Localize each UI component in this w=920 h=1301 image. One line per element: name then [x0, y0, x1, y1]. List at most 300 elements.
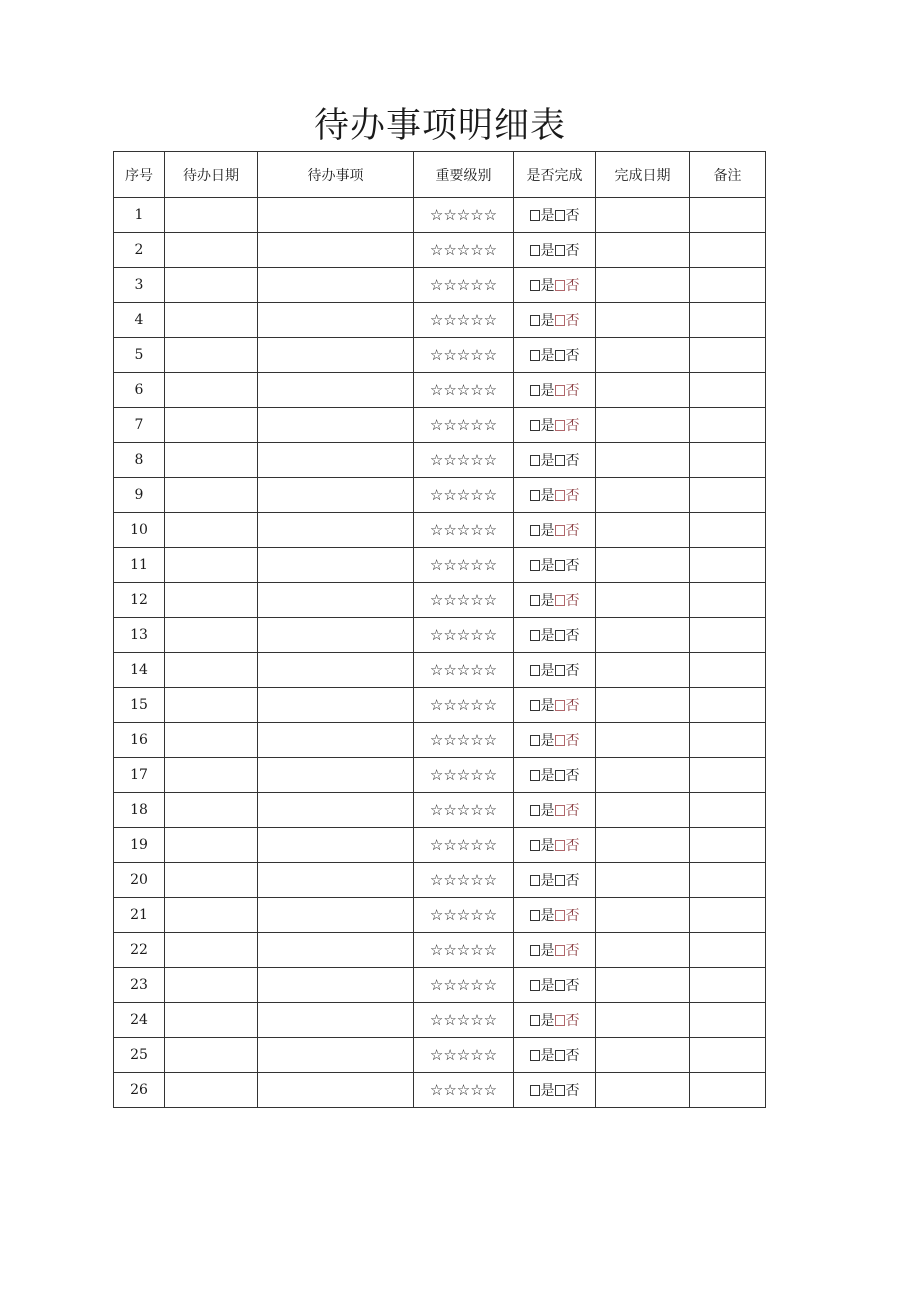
no-option[interactable] — [555, 905, 580, 925]
no-option[interactable] — [555, 310, 580, 330]
remarks-cell[interactable] — [690, 408, 766, 443]
yes-checkbox[interactable] — [530, 1015, 540, 1026]
remarks-cell[interactable] — [690, 233, 766, 268]
no-option[interactable] — [555, 835, 580, 855]
remarks-cell[interactable] — [690, 618, 766, 653]
no-checkbox[interactable] — [555, 420, 565, 431]
no-checkbox[interactable] — [555, 875, 565, 886]
yes-checkbox[interactable] — [530, 805, 540, 816]
todo-item-cell[interactable] — [258, 268, 414, 303]
remarks-cell[interactable] — [690, 373, 766, 408]
todo-date-cell[interactable] — [165, 478, 258, 513]
priority-stars[interactable]: ☆☆☆☆☆ — [429, 381, 498, 399]
remarks-cell[interactable] — [690, 548, 766, 583]
no-checkbox[interactable] — [555, 700, 565, 711]
yes-checkbox[interactable] — [530, 595, 540, 606]
priority-cell — [414, 513, 514, 548]
no-label: 否 — [565, 908, 580, 924]
remarks-cell[interactable] — [690, 968, 766, 1003]
todo-date-cell[interactable] — [165, 1003, 258, 1038]
completed-cell — [514, 618, 596, 653]
priority-stars[interactable]: ☆☆☆☆☆ — [429, 976, 498, 994]
no-checkbox[interactable] — [555, 770, 565, 781]
completed-cell — [514, 548, 596, 583]
priority-stars[interactable]: ☆☆☆☆☆ — [429, 871, 498, 889]
no-option[interactable] — [555, 1010, 580, 1030]
todo-item-cell[interactable] — [258, 198, 414, 233]
serial-cell: 19 — [114, 828, 165, 863]
priority-stars[interactable]: ☆☆☆☆☆ — [429, 1081, 498, 1099]
yes-option[interactable] — [530, 800, 555, 820]
remarks-cell[interactable] — [690, 338, 766, 373]
todo-item-cell[interactable] — [258, 758, 414, 793]
remarks-cell[interactable] — [690, 1073, 766, 1108]
todo-item-cell[interactable] — [258, 793, 414, 828]
todo-date-cell[interactable] — [165, 443, 258, 478]
no-label: 否 — [565, 313, 580, 329]
header-row — [114, 152, 766, 198]
no-label: 否 — [565, 243, 580, 259]
yes-option[interactable] — [530, 1045, 555, 1065]
remarks-cell[interactable] — [690, 443, 766, 478]
yes-label: 是 — [540, 733, 555, 749]
no-option[interactable] — [555, 590, 580, 610]
no-checkbox[interactable] — [555, 560, 565, 571]
completed-cell — [514, 723, 596, 758]
yes-option[interactable] — [530, 310, 555, 330]
todo-date-cell[interactable] — [165, 653, 258, 688]
no-checkbox[interactable] — [555, 665, 565, 676]
todo-item-cell[interactable] — [258, 898, 414, 933]
no-option[interactable] — [555, 380, 580, 400]
completion-date-cell[interactable] — [596, 513, 690, 548]
todo-date-cell[interactable] — [165, 1038, 258, 1073]
no-option[interactable] — [555, 345, 580, 365]
todo-date-cell[interactable] — [165, 233, 258, 268]
completion-date-cell[interactable] — [596, 478, 690, 513]
todo-item-cell[interactable] — [258, 408, 414, 443]
no-option[interactable] — [555, 660, 580, 680]
priority-stars[interactable]: ☆☆☆☆☆ — [429, 661, 498, 679]
todo-date-cell[interactable] — [165, 618, 258, 653]
completion-date-cell[interactable] — [596, 618, 690, 653]
completed-cell — [514, 338, 596, 373]
todo-item-cell[interactable] — [258, 548, 414, 583]
yes-checkbox[interactable] — [530, 315, 540, 326]
remarks-cell[interactable] — [690, 933, 766, 968]
yes-option[interactable] — [530, 555, 555, 575]
remarks-cell[interactable] — [690, 898, 766, 933]
remarks-cell[interactable] — [690, 268, 766, 303]
todo-item-cell[interactable] — [258, 723, 414, 758]
remarks-cell[interactable] — [690, 793, 766, 828]
serial-cell: 20 — [114, 863, 165, 898]
remarks-cell[interactable] — [690, 198, 766, 233]
yes-option[interactable] — [530, 380, 555, 400]
yes-label: 是 — [540, 1083, 555, 1099]
serial-cell: 10 — [114, 513, 165, 548]
todo-item-cell[interactable] — [258, 653, 414, 688]
yes-option[interactable] — [530, 625, 555, 645]
header-completed: 是否完成 — [514, 152, 596, 198]
yes-checkbox[interactable] — [530, 210, 540, 221]
todo-item-cell[interactable] — [258, 373, 414, 408]
priority-stars[interactable]: ☆☆☆☆☆ — [429, 696, 498, 714]
no-option[interactable] — [555, 1080, 580, 1100]
remarks-cell[interactable] — [690, 828, 766, 863]
todo-date-cell[interactable] — [165, 863, 258, 898]
priority-stars[interactable]: ☆☆☆☆☆ — [429, 836, 498, 854]
yes-option[interactable] — [530, 240, 555, 260]
remarks-cell[interactable] — [690, 653, 766, 688]
priority-stars[interactable]: ☆☆☆☆☆ — [429, 766, 498, 784]
header-todo-date: 待办日期 — [165, 152, 258, 198]
completed-cell — [514, 198, 596, 233]
no-checkbox[interactable] — [555, 455, 565, 466]
completion-date-cell[interactable] — [596, 758, 690, 793]
yes-option[interactable] — [530, 975, 555, 995]
completed-cell — [514, 583, 596, 618]
todo-date-cell[interactable] — [165, 828, 258, 863]
todo-date-cell[interactable] — [165, 198, 258, 233]
completed-cell — [514, 443, 596, 478]
remarks-cell[interactable] — [690, 303, 766, 338]
todo-date-cell[interactable] — [165, 898, 258, 933]
todo-item-cell[interactable] — [258, 1038, 414, 1073]
no-checkbox[interactable] — [555, 735, 565, 746]
serial-cell: 22 — [114, 933, 165, 968]
no-option[interactable] — [555, 275, 580, 295]
priority-stars[interactable]: ☆☆☆☆☆ — [429, 591, 498, 609]
todo-item-cell[interactable] — [258, 513, 414, 548]
completion-date-cell[interactable] — [596, 443, 690, 478]
table-row — [114, 548, 766, 583]
completion-date-cell[interactable] — [596, 933, 690, 968]
yes-checkbox[interactable] — [530, 980, 540, 991]
no-option[interactable] — [555, 940, 580, 960]
yes-option[interactable] — [530, 765, 555, 785]
no-checkbox[interactable] — [555, 245, 565, 256]
no-option[interactable] — [555, 1045, 580, 1065]
todo-item-cell[interactable] — [258, 933, 414, 968]
priority-cell — [414, 688, 514, 723]
yes-option[interactable] — [530, 835, 555, 855]
todo-item-cell[interactable] — [258, 968, 414, 1003]
priority-stars[interactable]: ☆☆☆☆☆ — [429, 486, 498, 504]
yes-checkbox[interactable] — [530, 1085, 540, 1096]
no-label: 否 — [565, 278, 580, 294]
yes-label: 是 — [540, 908, 555, 924]
todo-date-cell[interactable] — [165, 338, 258, 373]
todo-item-cell[interactable] — [258, 1003, 414, 1038]
remarks-cell[interactable] — [690, 758, 766, 793]
todo-date-cell[interactable] — [165, 548, 258, 583]
priority-stars[interactable]: ☆☆☆☆☆ — [429, 626, 498, 644]
todo-item-cell[interactable] — [258, 303, 414, 338]
yes-checkbox[interactable] — [530, 490, 540, 501]
yes-label: 是 — [540, 523, 555, 539]
todo-date-cell[interactable] — [165, 268, 258, 303]
priority-cell — [414, 443, 514, 478]
todo-item-cell[interactable] — [258, 338, 414, 373]
completed-cell — [514, 1073, 596, 1108]
completion-date-cell[interactable] — [596, 548, 690, 583]
yes-checkbox[interactable] — [530, 700, 540, 711]
no-checkbox[interactable] — [555, 980, 565, 991]
todo-date-cell[interactable] — [165, 723, 258, 758]
no-checkbox[interactable] — [555, 840, 565, 851]
todo-table — [113, 151, 766, 1108]
yes-checkbox[interactable] — [530, 385, 540, 396]
yes-checkbox[interactable] — [530, 1050, 540, 1061]
no-option[interactable] — [555, 520, 580, 540]
todo-date-cell[interactable] — [165, 968, 258, 1003]
todo-item-cell[interactable] — [258, 828, 414, 863]
completion-date-cell[interactable] — [596, 723, 690, 758]
yes-option[interactable] — [530, 1010, 555, 1030]
remarks-cell[interactable] — [690, 583, 766, 618]
priority-stars[interactable]: ☆☆☆☆☆ — [429, 1011, 498, 1029]
no-checkbox[interactable] — [555, 315, 565, 326]
table-row — [114, 233, 766, 268]
table-row — [114, 898, 766, 933]
todo-date-cell[interactable] — [165, 933, 258, 968]
yes-option[interactable] — [530, 345, 555, 365]
remarks-cell[interactable] — [690, 863, 766, 898]
completion-date-cell[interactable] — [596, 968, 690, 1003]
completion-date-cell[interactable] — [596, 863, 690, 898]
no-option[interactable] — [555, 800, 580, 820]
no-label: 否 — [565, 803, 580, 819]
completed-cell — [514, 688, 596, 723]
completed-cell — [514, 233, 596, 268]
todo-date-cell[interactable] — [165, 1073, 258, 1108]
header-serial: 序号 — [114, 152, 165, 198]
yes-label: 是 — [540, 593, 555, 609]
serial-cell: 7 — [114, 408, 165, 443]
yes-option[interactable] — [530, 905, 555, 925]
remarks-cell[interactable] — [690, 723, 766, 758]
todo-date-cell[interactable] — [165, 408, 258, 443]
completed-cell — [514, 303, 596, 338]
yes-option[interactable] — [530, 660, 555, 680]
serial-cell: 8 — [114, 443, 165, 478]
yes-label: 是 — [540, 278, 555, 294]
yes-checkbox[interactable] — [530, 945, 540, 956]
completion-date-cell[interactable] — [596, 1003, 690, 1038]
yes-checkbox[interactable] — [530, 245, 540, 256]
yes-checkbox[interactable] — [530, 630, 540, 641]
completion-date-cell[interactable] — [596, 828, 690, 863]
priority-cell — [414, 338, 514, 373]
todo-item-cell[interactable] — [258, 1073, 414, 1108]
no-checkbox[interactable] — [555, 280, 565, 291]
remarks-cell[interactable] — [690, 1038, 766, 1073]
priority-stars[interactable]: ☆☆☆☆☆ — [429, 206, 498, 224]
yes-checkbox[interactable] — [530, 875, 540, 886]
todo-date-cell[interactable] — [165, 303, 258, 338]
no-checkbox[interactable] — [555, 945, 565, 956]
yes-checkbox[interactable] — [530, 280, 540, 291]
no-option[interactable] — [555, 205, 580, 225]
no-checkbox[interactable] — [555, 595, 565, 606]
no-checkbox[interactable] — [555, 1050, 565, 1061]
no-checkbox[interactable] — [555, 1015, 565, 1026]
no-option[interactable] — [555, 730, 580, 750]
yes-checkbox[interactable] — [530, 910, 540, 921]
completion-date-cell[interactable] — [596, 408, 690, 443]
yes-label: 是 — [540, 1013, 555, 1029]
yes-option[interactable] — [530, 870, 555, 890]
no-label: 否 — [565, 558, 580, 574]
completed-cell — [514, 268, 596, 303]
yes-checkbox[interactable] — [530, 840, 540, 851]
priority-stars[interactable]: ☆☆☆☆☆ — [429, 1046, 498, 1064]
priority-stars[interactable]: ☆☆☆☆☆ — [429, 801, 498, 819]
no-label: 否 — [565, 418, 580, 434]
yes-label: 是 — [540, 418, 555, 434]
completion-date-cell[interactable] — [596, 1038, 690, 1073]
serial-cell: 14 — [114, 653, 165, 688]
todo-item-cell[interactable] — [258, 863, 414, 898]
no-option[interactable] — [555, 695, 580, 715]
todo-date-cell[interactable] — [165, 583, 258, 618]
yes-checkbox[interactable] — [530, 350, 540, 361]
no-option[interactable] — [555, 450, 580, 470]
remarks-cell[interactable] — [690, 1003, 766, 1038]
no-checkbox[interactable] — [555, 210, 565, 221]
priority-cell — [414, 303, 514, 338]
no-checkbox[interactable] — [555, 385, 565, 396]
no-label: 否 — [565, 1083, 580, 1099]
yes-option[interactable] — [530, 415, 555, 435]
yes-checkbox[interactable] — [530, 455, 540, 466]
yes-option[interactable] — [530, 275, 555, 295]
priority-stars[interactable]: ☆☆☆☆☆ — [429, 451, 498, 469]
completion-date-cell[interactable] — [596, 268, 690, 303]
completion-date-cell[interactable] — [596, 338, 690, 373]
yes-label: 是 — [540, 383, 555, 399]
yes-option[interactable] — [530, 520, 555, 540]
completion-date-cell[interactable] — [596, 653, 690, 688]
priority-stars[interactable]: ☆☆☆☆☆ — [429, 416, 498, 434]
completion-date-cell[interactable] — [596, 373, 690, 408]
no-option[interactable] — [555, 485, 580, 505]
no-option[interactable] — [555, 975, 580, 995]
todo-item-cell[interactable] — [258, 618, 414, 653]
todo-item-cell[interactable] — [258, 478, 414, 513]
no-checkbox[interactable] — [555, 490, 565, 501]
no-checkbox[interactable] — [555, 630, 565, 641]
completion-date-cell[interactable] — [596, 1073, 690, 1108]
todo-item-cell[interactable] — [258, 583, 414, 618]
remarks-cell[interactable] — [690, 513, 766, 548]
completion-date-cell[interactable] — [596, 688, 690, 723]
table-row — [114, 828, 766, 863]
yes-option[interactable] — [530, 205, 555, 225]
serial-cell: 24 — [114, 1003, 165, 1038]
yes-checkbox[interactable] — [530, 420, 540, 431]
priority-stars[interactable]: ☆☆☆☆☆ — [429, 941, 498, 959]
no-checkbox[interactable] — [555, 805, 565, 816]
completion-date-cell[interactable] — [596, 233, 690, 268]
yes-option[interactable] — [530, 940, 555, 960]
yes-checkbox[interactable] — [530, 665, 540, 676]
no-option[interactable] — [555, 240, 580, 260]
yes-label: 是 — [540, 208, 555, 224]
table-row — [114, 303, 766, 338]
todo-item-cell[interactable] — [258, 688, 414, 723]
todo-item-cell[interactable] — [258, 233, 414, 268]
priority-stars[interactable]: ☆☆☆☆☆ — [429, 241, 498, 259]
no-label: 否 — [565, 348, 580, 364]
serial-cell: 26 — [114, 1073, 165, 1108]
yes-checkbox[interactable] — [530, 735, 540, 746]
todo-date-cell[interactable] — [165, 758, 258, 793]
no-checkbox[interactable] — [555, 1085, 565, 1096]
no-option[interactable] — [555, 765, 580, 785]
yes-option[interactable] — [530, 695, 555, 715]
priority-stars[interactable]: ☆☆☆☆☆ — [429, 731, 498, 749]
no-checkbox[interactable] — [555, 525, 565, 536]
no-label: 否 — [565, 628, 580, 644]
todo-date-cell[interactable] — [165, 793, 258, 828]
yes-option[interactable] — [530, 730, 555, 750]
yes-checkbox[interactable] — [530, 560, 540, 571]
priority-cell — [414, 478, 514, 513]
yes-label: 是 — [540, 348, 555, 364]
yes-checkbox[interactable] — [530, 525, 540, 536]
no-option[interactable] — [555, 415, 580, 435]
completed-cell — [514, 898, 596, 933]
table-row — [114, 513, 766, 548]
yes-option[interactable] — [530, 1080, 555, 1100]
todo-item-cell[interactable] — [258, 443, 414, 478]
priority-cell — [414, 373, 514, 408]
header-completion-date: 完成日期 — [596, 152, 690, 198]
priority-stars[interactable]: ☆☆☆☆☆ — [429, 276, 498, 294]
priority-stars[interactable]: ☆☆☆☆☆ — [429, 556, 498, 574]
completion-date-cell[interactable] — [596, 198, 690, 233]
yes-checkbox[interactable] — [530, 770, 540, 781]
yes-option[interactable] — [530, 450, 555, 470]
priority-stars[interactable]: ☆☆☆☆☆ — [429, 906, 498, 924]
no-checkbox[interactable] — [555, 350, 565, 361]
todo-date-cell[interactable] — [165, 688, 258, 723]
remarks-cell[interactable] — [690, 478, 766, 513]
table-row — [114, 198, 766, 233]
no-option[interactable] — [555, 555, 580, 575]
no-option[interactable] — [555, 870, 580, 890]
todo-date-cell[interactable] — [165, 513, 258, 548]
completed-cell — [514, 408, 596, 443]
priority-stars[interactable]: ☆☆☆☆☆ — [429, 521, 498, 539]
no-option[interactable] — [555, 625, 580, 645]
no-label: 否 — [565, 768, 580, 784]
completion-date-cell[interactable] — [596, 793, 690, 828]
completed-cell — [514, 933, 596, 968]
completion-date-cell[interactable] — [596, 898, 690, 933]
completion-date-cell[interactable] — [596, 583, 690, 618]
remarks-cell[interactable] — [690, 688, 766, 723]
priority-stars[interactable]: ☆☆☆☆☆ — [429, 311, 498, 329]
yes-option[interactable] — [530, 590, 555, 610]
priority-stars[interactable]: ☆☆☆☆☆ — [429, 346, 498, 364]
todo-date-cell[interactable] — [165, 373, 258, 408]
completion-date-cell[interactable] — [596, 303, 690, 338]
yes-option[interactable] — [530, 485, 555, 505]
no-checkbox[interactable] — [555, 910, 565, 921]
